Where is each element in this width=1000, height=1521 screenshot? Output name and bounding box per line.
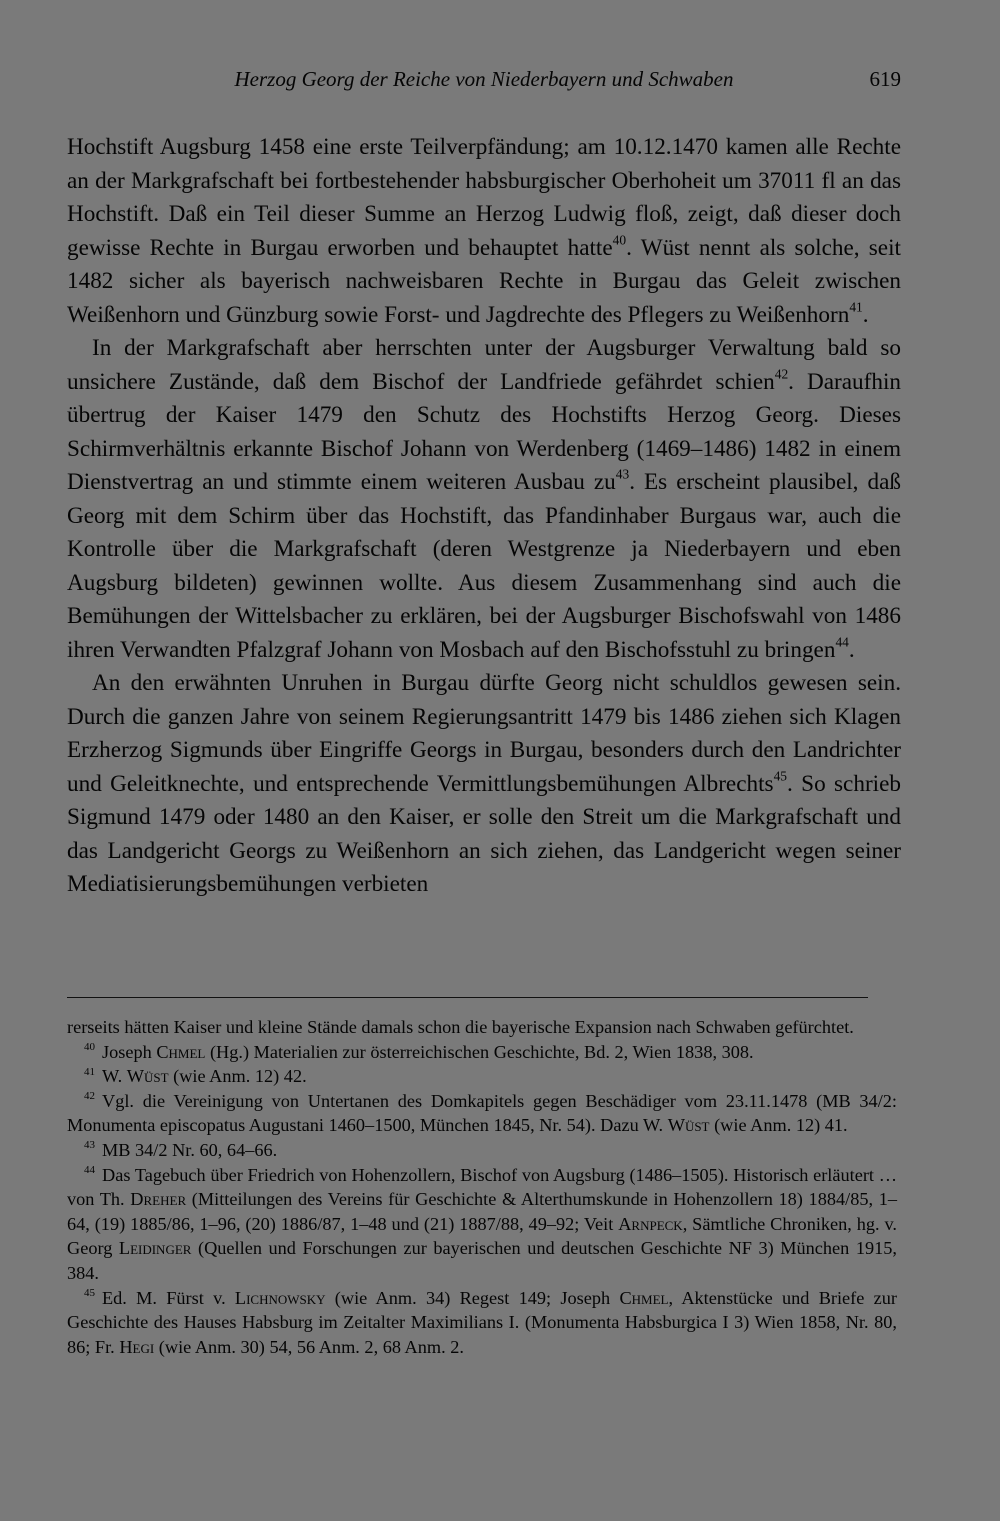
footnote-ref-45: 45 xyxy=(773,767,788,783)
author-name: Leidinger xyxy=(118,1238,192,1259)
footnote-text: MB 34/2 Nr. 60, 64–66. xyxy=(102,1139,278,1160)
author-name: Dreher xyxy=(130,1189,187,1210)
footnote-text: (Quellen und Forschungen zur bayerischen und deutschen Geschichte NF 3) München 1915, 384. xyxy=(67,1238,897,1283)
paragraph-text: . Wüst nennt als solche, seit 1482 sicher als bayerisch nachweisbaren Rechte in Burgau das Geleit zwischen Weißenhorn und Günzburg sowie Forst- und Jagdrechte des Pflegers zu Weißenhorn xyxy=(67,234,901,328)
footnote-45 xyxy=(67,1286,897,1360)
author-name: Chmel xyxy=(156,1041,206,1062)
footnote-40 xyxy=(67,1040,897,1065)
paragraph-1 xyxy=(67,131,901,332)
footnote-number: 41 xyxy=(84,1065,95,1078)
footnote-text: Ed. M. Fürst v. xyxy=(102,1287,235,1308)
footnote-text: (wie Anm. 12) 42. xyxy=(168,1066,307,1087)
author-name: Hegi xyxy=(119,1336,155,1357)
footnote-text: , Sämtliche Chroniken, hg. v. Georg xyxy=(67,1213,897,1259)
footnote-text: Vgl. die Vereinigung von Untertanen des Domkapitels gegen Beschädiger vom 23.11.1478 (MB 34/2: Monumenta episcopatus Augustani 1460–1500, München 1845, Nr. 54). Dazu W. xyxy=(67,1090,897,1136)
paragraph-text: . Daraufhin übertrug der Kaiser 1479 den Schutz des Hochstifts Herzog Georg. Dieses Schirmverhältnis erkannte Bischof Johann von Werdenberg (1469–1486) 1482 in einem Dienstvertrag an und stimmte einem weiteren Ausbau zu xyxy=(67,368,902,495)
author-name: Chmel xyxy=(619,1287,669,1308)
footnote-41 xyxy=(67,1064,897,1089)
author-name: Wüst xyxy=(667,1115,710,1136)
footnote-text: (Hg.) Materialien zur österreichischen Geschichte, Bd. 2, Wien 1838, 308. xyxy=(205,1041,754,1062)
author-name: Wüst xyxy=(126,1066,169,1087)
running-head xyxy=(67,67,901,97)
paragraph-text: . Es erscheint plausibel, daß Georg mit dem Schirm über das Hochstift, das Pfandinhaber Burgaus war, auch die Kontrolle über die Markgrafschaft (deren Westgrenze ja Niederbayern und eben Augsburg bildeten) gewinnen wollte. Aus diesem Zusammenhang sind auch die Bemühungen der Wittelsbacher zu erklären, bei der Augsburger Bischofswahl von 1486 ihren Verwandten Pfalzgraf Johann von Mosbach auf den Bischofsstuhl zu bringen xyxy=(67,469,901,663)
paragraph-2 xyxy=(67,332,901,667)
footnote-ref-40: 40 xyxy=(612,231,627,247)
author-name: Arnpeck xyxy=(618,1213,683,1234)
paragraph-text: . So schrieb Sigmund 1479 oder 1480 an den Kaiser, er solle den Streit um die Markgrafschaft und das Landgericht Georgs zu Weißenhorn an sich ziehen, das Landgericht wegen seiner Mediatisierungsbemühungen verbieten xyxy=(67,770,901,897)
footnote-number: 43 xyxy=(84,1139,95,1152)
running-title: Herzog Georg der Reiche von Niederbayern und Schwaben xyxy=(234,67,734,91)
footnote-text: (wie Anm. 34) Regest 149; Joseph xyxy=(325,1287,620,1308)
footnote-ref-41: 41 xyxy=(849,298,863,314)
footnote-text: (wie Anm. 12) 41. xyxy=(709,1115,848,1136)
main-text xyxy=(67,131,901,902)
paragraph-3 xyxy=(67,667,901,902)
footnote-number: 45 xyxy=(84,1286,95,1299)
footnote-number: 40 xyxy=(84,1040,95,1053)
footnote-44 xyxy=(67,1163,897,1286)
author-name: Lichnowsky xyxy=(234,1287,326,1308)
footnote-text: , Aktenstücke und Briefe zur Geschichte des Hauses Habsburg im Zeitalter Maximilians I. (Monumenta Habsburgica I 3) Wien 1858, Nr. 80, 86; Fr. xyxy=(67,1287,897,1357)
footnote-continuation: rerseits hätten Kaiser und kleine Stände damals schon die bayerische Expansion nach Schwaben gefürchtet. xyxy=(67,1017,854,1037)
paragraph-text: In der Markgrafschaft aber herrschten unter der Augsburger Verwaltung bald so unsichere Zustände, daß dem Bischof der Landfriede gefährdet schien xyxy=(67,335,901,395)
footnotes xyxy=(67,1015,897,1359)
footnote-text: Das Tagebuch über Friedrich von Hohenzollern, Bischof von Augsburg (1486–1505). Historisch erläutert … von Th. xyxy=(67,1164,897,1210)
footnote-ref-42: 42 xyxy=(774,365,789,381)
footnote-text: (wie Anm. 30) 54, 56 Anm. 2, 68 Anm. 2. xyxy=(154,1336,464,1357)
footnote-ref-43: 43 xyxy=(615,466,630,482)
footnote-43 xyxy=(67,1138,897,1163)
footnote-ref-44: 44 xyxy=(835,633,849,649)
footnote-number: 44 xyxy=(84,1163,95,1176)
footnote-text: (Mitteilungen des Vereins für Geschichte & Alterthumskunde in Hohenzollern 18) 1884/85, 1–64, (19) 1885/86, 1–96, (20) 1886/87, 1–48 und (21) 1887/88, 49–92; Veit xyxy=(67,1189,897,1234)
page-number: 619 xyxy=(869,67,901,91)
footnote-text: W. xyxy=(102,1066,127,1087)
paragraph-text: . xyxy=(848,636,855,663)
paragraph-text: An den erwähnten Unruhen in Burgau dürfte Georg nicht schuldlos gewesen sein. Durch die ganzen Jahre von seinem Regierungsantritt 1479 bis 1486 ziehen sich Klagen Erzherzog Sigmunds über Eingriffe Georgs in Burgau, besonders durch den Landrichter und Geleitknechte, und entsprechende Vermittlungsbemühungen Albrechts xyxy=(67,670,901,797)
paragraph-text: . xyxy=(862,301,869,328)
footnote-text: Joseph xyxy=(102,1041,157,1062)
footnote-number: 42 xyxy=(84,1090,95,1103)
footnote-separator xyxy=(67,997,868,998)
paragraph-text: Hochstift Augsburg 1458 eine erste Teilverpfändung; am 10.12.1470 kamen alle Rechte an der Markgrafschaft bei fortbestehender habsburgischer Oberhoheit um 37011 fl an das Hochstift. Daß ein Teil dieser Summe an Herzog Ludwig floß, zeigt, daß dieser doch gewisse Rechte in Burgau erworben und behauptet hatte xyxy=(67,134,901,261)
footnote-42 xyxy=(67,1089,897,1138)
